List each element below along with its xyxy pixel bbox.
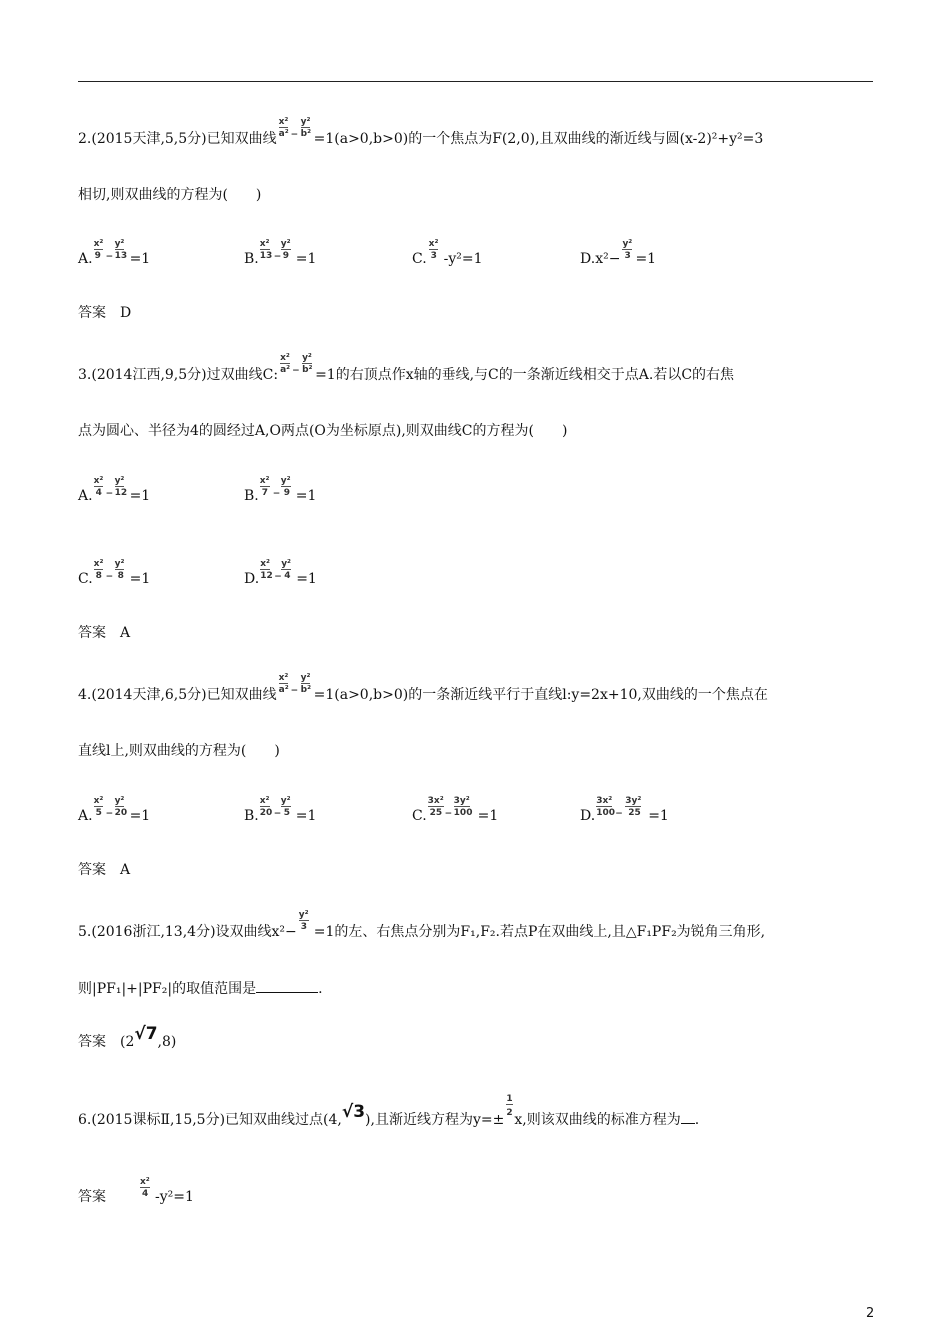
- q4-option-d[interactable]: [580, 796, 669, 825]
- answer-text-b: -y²=1: [155, 1189, 194, 1205]
- option-tail: =1: [129, 251, 151, 267]
- option-label: B.: [244, 488, 259, 504]
- frac-num: y²: [114, 239, 125, 249]
- option-tail: =1: [129, 808, 151, 824]
- frac-den: 12: [260, 571, 273, 581]
- frac-den: 20: [259, 808, 273, 818]
- q2-option-a[interactable]: [78, 239, 151, 268]
- q4-option-c[interactable]: [412, 796, 499, 825]
- frac-num: 3x²: [427, 796, 444, 806]
- option-label: C.: [412, 251, 427, 267]
- q4-frac2-num: y²: [300, 673, 311, 683]
- option-label: A.: [78, 808, 93, 824]
- q2-stem-line1: [78, 117, 764, 148]
- frac-num: x²: [93, 796, 104, 806]
- frac-num: x²: [93, 239, 104, 249]
- option-tail: =1: [295, 251, 317, 267]
- q2-option-b[interactable]: [244, 239, 317, 268]
- frac-den: 3: [430, 251, 437, 261]
- frac-num: y²: [280, 476, 291, 486]
- frac-den: 4: [95, 488, 102, 498]
- q6-stem-line1: [78, 1094, 700, 1129]
- q2-stem-text: 2.(2015天津,5,5分)已知双曲线: [78, 131, 277, 147]
- frac-den: 13: [114, 251, 128, 261]
- frac-den: 12: [114, 488, 128, 498]
- frac-den: 7: [261, 488, 269, 498]
- frac-minus: −: [105, 809, 114, 819]
- option-label: B.: [244, 808, 259, 824]
- q4-frac1-num: x²: [278, 673, 289, 683]
- q4-frac2-den: b²: [300, 685, 312, 695]
- q3-stem-text: 3.(2014江西,9,5分)过双曲线C:: [78, 367, 279, 383]
- q3-option-d[interactable]: [244, 559, 317, 588]
- q4-option-b[interactable]: [244, 796, 317, 825]
- q3-answer: 答案 A: [78, 625, 131, 641]
- sqrt-symbol: √3: [341, 1102, 366, 1122]
- q2-frac1-num: x²: [278, 117, 289, 127]
- option-tail: =1: [129, 571, 151, 587]
- option-tail: =1: [295, 808, 317, 824]
- q3-stem-line2: 点为圆心、半径为4的圆经过A,O两点(O为坐标原点),则双曲线C的方程为( ): [78, 423, 568, 439]
- frac-minus: −: [273, 809, 282, 819]
- option-tail: =1: [295, 488, 317, 504]
- frac-den: 25: [628, 808, 641, 818]
- q6-answer-frac-num: x²: [140, 1177, 150, 1187]
- frac-num: x²: [259, 239, 270, 249]
- frac-den: 9: [282, 251, 290, 261]
- frac-minus: −: [272, 489, 281, 499]
- answer-text-b: ,8): [157, 1034, 177, 1050]
- option-tail: =1: [296, 571, 317, 587]
- frac-minus: −: [444, 809, 453, 819]
- q5-stem-end: .: [318, 981, 323, 997]
- frac-den: 8: [117, 571, 124, 581]
- q6-stem-end: .: [694, 1112, 700, 1128]
- q2-frac2-den: b²: [300, 129, 312, 139]
- q3-frac1-den: a²: [280, 365, 291, 375]
- frac-num: x²: [93, 476, 104, 486]
- frac-den: 5: [283, 808, 291, 818]
- frac-num: x²: [93, 559, 104, 569]
- q4-frac1-den: a²: [278, 685, 289, 695]
- frac-den: 9: [283, 488, 291, 498]
- q4-stem-line1: [78, 673, 768, 704]
- frac-num: y²: [114, 559, 125, 569]
- frac-den: 100: [453, 808, 473, 818]
- q6-frac-den: 2: [506, 1108, 513, 1118]
- q6-answer: [78, 1177, 194, 1206]
- q3-option-a[interactable]: [78, 476, 151, 505]
- option-tail: =1: [477, 808, 499, 824]
- q2-stem-line2: 相切,则双曲线的方程为( ): [78, 187, 262, 203]
- frac-den: 9: [94, 251, 101, 261]
- q2-minus: −: [290, 130, 299, 140]
- frac-num: y²: [622, 239, 633, 249]
- frac-den: 8: [95, 571, 102, 581]
- q6-stem-text-b: ),且渐近线方程为y=±: [365, 1112, 505, 1128]
- header-rule: [78, 81, 873, 82]
- q6-stem-text: 6.(2015课标Ⅱ,15,5分)已知双曲线过点(4,: [78, 1112, 342, 1128]
- frac-num: y²: [114, 796, 125, 806]
- option-tail: -y²=1: [443, 251, 483, 267]
- q2-option-c[interactable]: [412, 239, 483, 268]
- q5-answer: [78, 1024, 177, 1051]
- q4-answer: 答案 A: [78, 862, 131, 878]
- q5-frac-num: y²: [298, 910, 309, 920]
- q4-stem-text-b: =1(a>0,b>0)的一条渐近线平行于直线l:y=2x+10,双曲线的一个焦点在: [313, 687, 768, 703]
- frac-num: x²: [259, 796, 270, 806]
- option-label: C.: [412, 808, 427, 824]
- answer-text: 答案: [78, 1189, 120, 1205]
- q3-option-c[interactable]: [78, 559, 151, 588]
- q5-stem-text-b: =1的左、右焦点分别为F₁,F₂.若点P在双曲线上,且△F₁PF₂为锐角三角形,: [313, 924, 766, 940]
- frac-den: 5: [95, 808, 102, 818]
- q3-frac2-num: y²: [302, 353, 312, 363]
- option-label: D.: [244, 571, 260, 587]
- frac-den: 20: [114, 808, 128, 818]
- option-label: A.: [78, 251, 93, 267]
- option-pre: x²−: [595, 251, 621, 267]
- q6-stem-text-c: x,则该双曲线的标准方程为: [514, 1112, 681, 1128]
- q3-stem-line1: [78, 353, 735, 384]
- option-label: B.: [244, 251, 259, 267]
- frac-minus: −: [615, 809, 623, 819]
- q2-stem-text-b: =1(a>0,b>0)的一个焦点为F(2,0),且双曲线的渐近线与圆(x-2)²+y²=3: [313, 131, 764, 147]
- q3-minus: −: [292, 366, 300, 376]
- frac-minus: −: [273, 252, 282, 262]
- q5-stem-line1: [78, 910, 766, 941]
- frac-num: x²: [259, 476, 270, 486]
- q6-frac-num: 1: [506, 1094, 513, 1104]
- frac-den: 13: [259, 251, 273, 261]
- q2-option-d[interactable]: [580, 239, 657, 268]
- frac-num: 3y²: [625, 796, 642, 806]
- q3-frac1-num: x²: [280, 353, 290, 363]
- q2-frac1-den: a²: [278, 129, 289, 139]
- frac-minus: −: [105, 572, 114, 582]
- frac-minus: −: [274, 572, 282, 582]
- frac-num: 3y²: [453, 796, 470, 806]
- frac-den: 4: [284, 571, 291, 581]
- frac-num: y²: [114, 476, 125, 486]
- answer-text: 答案 (2: [78, 1034, 135, 1050]
- q3-option-b[interactable]: [244, 476, 317, 505]
- frac-den: 25: [429, 808, 443, 818]
- frac-den: 100: [596, 808, 615, 818]
- q3-stem-text-b: =1的右顶点作x轴的垂线,与C的一条渐近线相交于点A.若以C的右焦: [315, 367, 735, 383]
- q5-answer-blank: [256, 979, 318, 993]
- q2-frac2-num: y²: [300, 117, 311, 127]
- option-tail: =1: [648, 808, 669, 824]
- frac-num: 3x²: [596, 796, 613, 806]
- option-label: A.: [78, 488, 93, 504]
- q5-stem-line2: [78, 979, 323, 998]
- q6-answer-blank: [681, 1110, 695, 1124]
- option-label: D.: [580, 251, 596, 267]
- q2-answer: 答案 D: [78, 305, 132, 321]
- option-label: D.: [580, 808, 596, 824]
- sqrt-symbol: √7: [134, 1024, 158, 1044]
- q4-minus: −: [290, 686, 299, 696]
- q5-stem-text: 5.(2016浙江,13,4分)设双曲线x²−: [78, 924, 297, 940]
- q4-option-a[interactable]: [78, 796, 151, 825]
- q6-answer-frac-den: 4: [142, 1189, 149, 1199]
- option-tail: =1: [635, 251, 657, 267]
- q5-stem-text-c: 则|PF₁|+|PF₂|的取值范围是: [78, 981, 257, 997]
- frac-num: y²: [280, 796, 291, 806]
- frac-num: x²: [428, 239, 439, 249]
- option-label: C.: [78, 571, 93, 587]
- q4-stem-line2: 直线l上,则双曲线的方程为( ): [78, 743, 280, 759]
- q5-frac-den: 3: [300, 922, 308, 932]
- frac-den: 3: [624, 251, 631, 261]
- frac-num: y²: [280, 239, 291, 249]
- frac-minus: −: [105, 489, 114, 499]
- page-number: 2: [866, 1306, 875, 1321]
- frac-minus: −: [105, 252, 114, 262]
- q4-stem-text: 4.(2014天津,6,5分)已知双曲线: [78, 687, 277, 703]
- frac-num: x²: [260, 559, 270, 569]
- frac-num: y²: [281, 559, 291, 569]
- option-tail: =1: [129, 488, 151, 504]
- q3-frac2-den: b²: [302, 365, 313, 375]
